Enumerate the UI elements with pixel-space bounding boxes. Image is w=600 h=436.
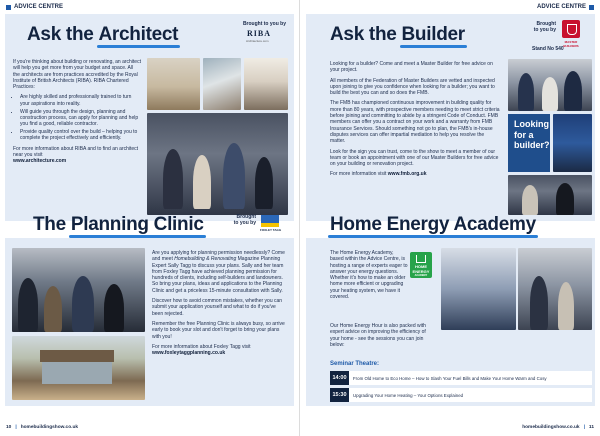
- builder-copy: [330, 61, 500, 182]
- architect-title: Ask the Architect: [27, 24, 179, 45]
- architect-link[interactable]: www.architecture.com: [13, 158, 67, 165]
- energy-photo-visitors: [518, 248, 592, 330]
- footer-url[interactable]: homebuildingshow.co.uk: [522, 425, 580, 430]
- home-energy-logo: [410, 252, 432, 278]
- riba-logo-sub: Architecture.com: [246, 39, 269, 43]
- seminar-title: From Old Home to Eco Home – How to Slash Your Fuel Bills and Make Your Home Warm and Cosy: [353, 375, 547, 381]
- builder-more-info: For more information visit www.fmb.org.uk: [330, 171, 427, 178]
- section-square-icon: [6, 5, 11, 10]
- builder-photo-stand: [553, 114, 592, 172]
- builder-para-2: All members of the Federation of Master Builders are vetted and inspected upon joining to give you confidence when looking for a builder; you want to build the best you can and so does the FMB.: [330, 77, 495, 97]
- architect-bullet: • Will guide you through the design, planning and construction process, can apply for planning and help you find a good, reliable contractor.: [20, 109, 141, 128]
- seminar-time: 15:30: [330, 388, 349, 402]
- planning-copy: [152, 250, 287, 360]
- master-builders-logo: [562, 20, 580, 38]
- person-figure: [558, 282, 574, 330]
- energy-para-2: Our Home Energy Hour is also packed with expert advice on improving the efficiency of your home - see the sessions you can join below:: [330, 323, 426, 348]
- seminar-time: 14:00: [330, 371, 349, 385]
- person-figure: [522, 185, 538, 215]
- footer-separator: |: [15, 425, 17, 430]
- page-number: 11: [588, 425, 594, 430]
- right-footer: [522, 425, 594, 430]
- builder-callout: Looking for a builder?: [508, 114, 550, 172]
- house-roof: [40, 350, 114, 362]
- person-figure: [556, 183, 574, 215]
- planning-title: The Planning Clinic: [33, 214, 204, 235]
- section-square-icon: [589, 5, 594, 10]
- energy-para-1: The Home Energy Academy, based within the Advice Centre, is hosting a range of experts eager to answer your energy questions. Whether it's how to make an older home more efficient or upgrading your heating system, we have it covered.: [330, 250, 408, 301]
- seminar-heading: Seminar Theatre:: [330, 361, 380, 367]
- planning-brought-by: Brought to you by: [233, 214, 256, 226]
- seminar-title: Upgrading Your Home Heating – Your Options Explained: [353, 392, 464, 398]
- builder-title: Ask the Builder: [330, 24, 465, 45]
- person-figure: [518, 73, 534, 111]
- person-figure: [530, 276, 548, 330]
- house-icon: [416, 255, 426, 263]
- builder-photo-team: [508, 59, 592, 111]
- planning-photo-clinic: [12, 248, 145, 332]
- builder-para-4: Look for the sign you can trust, come to the show to meet a member of our team or book an appointment with one of our Master Builders for free advice on your building or renovation project.: [330, 148, 499, 168]
- energy-title: Home Energy Academy: [330, 214, 536, 235]
- person-figure: [255, 157, 273, 209]
- section-label: ADVICE CENTRE: [537, 4, 594, 10]
- person-figure: [18, 278, 38, 332]
- builder-para-1: Looking for a builder? Come and meet a Master Builder for free advice on your project.: [330, 61, 493, 74]
- seminar-row[interactable]: [330, 388, 592, 402]
- builder-link[interactable]: www.fmb.org.uk: [387, 171, 427, 178]
- house-glass: [42, 362, 112, 384]
- section-label: ADVICE CENTRE: [6, 4, 63, 10]
- planning-photo-house: [12, 336, 145, 400]
- person-figure: [72, 276, 94, 332]
- builder-brought-by: Brought to you by: [533, 21, 556, 33]
- seminar-row[interactable]: [330, 371, 592, 385]
- person-figure: [223, 143, 245, 209]
- right-page: [300, 0, 600, 436]
- left-footer: [6, 425, 78, 430]
- footer-url[interactable]: homebuildingshow.co.uk: [20, 425, 79, 430]
- person-figure: [44, 286, 62, 332]
- architect-intro: If you're thinking about building or renovating, an architect will help you get more from your budget and space. All the architects are from practices accredited by the Royal Institute of British Architects (RIBA). RIBA Chartered Practices:: [13, 59, 141, 91]
- footer-separator: |: [583, 425, 585, 430]
- architect-photo-kitchen: [244, 58, 288, 110]
- architect-bullet: • Provide quality control over the build – helping you to complete the project effectively and efficiently.: [20, 129, 141, 142]
- person-figure: [564, 71, 582, 111]
- home-energy-logo-text: HOME ENERGY ACADEMY: [412, 264, 430, 277]
- master-builders-logo-text: MASTER BUILDERS: [563, 40, 579, 48]
- riba-logo: RIBA: [247, 29, 272, 38]
- architect-brought-by: Brought to you by: [242, 21, 286, 27]
- energy-copy-2: [330, 323, 435, 352]
- person-figure: [542, 77, 558, 111]
- architect-photo-interior: [147, 58, 200, 110]
- foxley-tagg-logo: [261, 215, 279, 227]
- architect-photo-consultation: [147, 113, 288, 215]
- planning-para-2: Discover how to avoid common mistakes, whether you can submit your application yourself and what to do if you've been rejected.: [152, 298, 283, 317]
- planning-para-3: Remember the free Planning Clinic is always busy, so arrive early to book your slot and don't forget to bring your plans with you!: [152, 320, 285, 340]
- planning-more-info: For more information about Foxley Tagg visit: [152, 343, 251, 350]
- architect-photo-window: [203, 58, 241, 110]
- planning-link[interactable]: www.foxleytaggplanning.co.uk: [152, 350, 226, 357]
- page-number: 10: [6, 425, 12, 430]
- builder-photo-advice: [508, 175, 592, 215]
- architect-more-info: For more information about RIBA and to find an architect near you visit: [13, 145, 139, 158]
- architect-bullets: [20, 94, 141, 141]
- person-figure: [163, 149, 183, 209]
- foxley-tagg-logo-text: FOXLEY TAGG: [260, 228, 282, 232]
- planning-para-1: Are you applying for planning permission needlessly? Come and meet Homebuilding & Renovating Magazine Planning Expert Sally Tagg to discuss your plans. Sally and her team from Foxley Tagg have achieved planning permission for hundreds of clients, including self-builders and landowners. So bring your plans, ideas and applications to the Planning Clinic and get a priceless 15-minute consultation with Sally.: [152, 250, 285, 294]
- stand-number: Stand No 540: [532, 46, 564, 52]
- architect-bullet: • Are highly skilled and professionally trained to turn your aspirations into reality.: [20, 94, 141, 107]
- energy-photo-stand: [441, 248, 516, 330]
- person-figure: [104, 284, 124, 332]
- builder-para-3: The FMB has championed continuous improvement in building quality for more than 80 years, with prospective members needing to meet strict criteria before joining and committing to abide by a stringent Code of Conduct. FMB members can offer you a contract on your work and a warranty from FMB Insurance Services. Should something not go to plan, the FMB's in-house disputes services can offer impartial mediation to help you resolve the matter.: [330, 100, 500, 145]
- energy-copy-1: [330, 250, 408, 304]
- person-figure: [193, 155, 211, 209]
- architect-copy: [13, 59, 141, 168]
